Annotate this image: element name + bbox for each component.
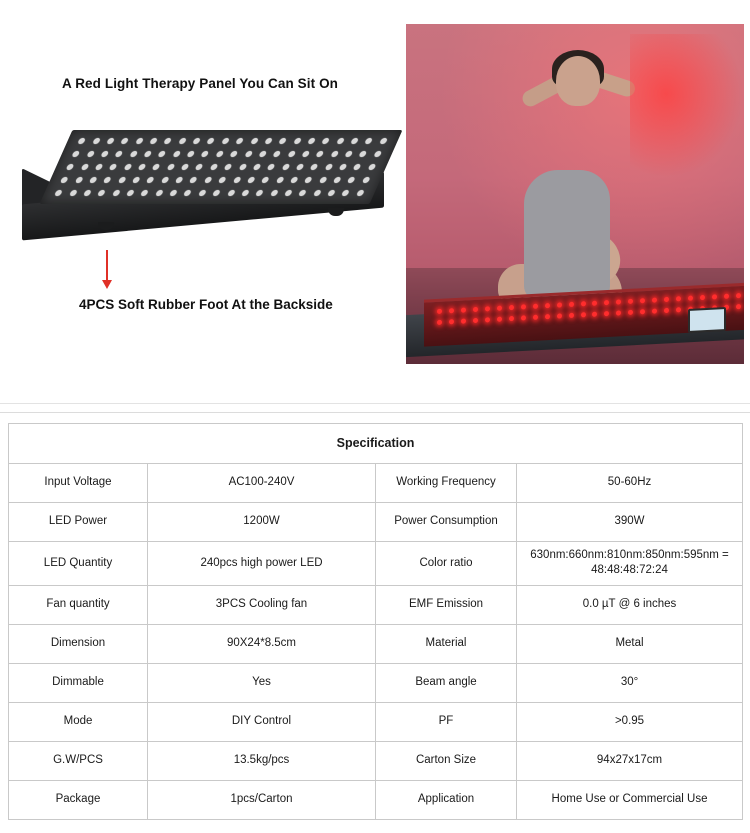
red-led-dot	[545, 303, 550, 308]
led-dot	[253, 164, 262, 170]
table-header-row	[9, 424, 743, 464]
led-dot	[224, 164, 233, 170]
table-row	[9, 702, 743, 741]
led-dot	[204, 177, 213, 183]
led-dot	[321, 138, 330, 144]
led-dot	[287, 151, 296, 157]
red-led-dot	[688, 295, 693, 300]
spec-value: 94x27x17cm	[517, 741, 743, 780]
spec-value: 3PCS Cooling fan	[148, 585, 376, 624]
led-dot	[198, 190, 207, 196]
person-torso	[524, 170, 610, 300]
led-dot	[86, 151, 95, 157]
spec-label: PF	[376, 702, 517, 741]
led-dot	[281, 164, 290, 170]
led-panel-illustration	[22, 130, 392, 250]
hero-caption: 4PCS Soft Rubber Foot At the Backside	[79, 297, 333, 312]
led-dot	[95, 164, 104, 170]
led-dot	[327, 190, 336, 196]
spec-label: Color ratio	[376, 541, 517, 585]
specification-section	[0, 412, 750, 832]
table-row	[9, 741, 743, 780]
led-dot	[264, 138, 273, 144]
led-dot	[106, 138, 115, 144]
led-dot	[109, 164, 118, 170]
led-dot	[342, 190, 351, 196]
red-led-dot	[557, 302, 562, 307]
red-led-dot	[509, 305, 514, 310]
led-dot	[362, 177, 371, 183]
led-dot	[379, 138, 388, 144]
spec-label: Fan quantity	[9, 585, 148, 624]
led-dot	[141, 190, 150, 196]
spec-title: Specification	[9, 424, 743, 464]
red-led-dot	[485, 317, 490, 322]
hero-photo	[406, 24, 744, 364]
red-led-dot	[676, 307, 681, 312]
red-led-dot	[497, 317, 502, 322]
spec-value: AC100-240V	[148, 463, 376, 502]
rubber-foot	[328, 208, 344, 216]
photo-person	[494, 50, 654, 300]
led-dot	[359, 151, 368, 157]
led-dot	[339, 164, 348, 170]
panel-led-face	[40, 130, 403, 204]
spec-value: 390W	[517, 502, 743, 541]
spec-value: 50-60Hz	[517, 463, 743, 502]
led-dot	[293, 138, 302, 144]
led-dot	[149, 138, 158, 144]
red-led-dot	[569, 302, 574, 307]
led-dot	[112, 190, 121, 196]
led-dot	[227, 190, 236, 196]
led-dot	[244, 151, 253, 157]
spec-value: 1pcs/Carton	[148, 780, 376, 819]
led-dot	[184, 190, 193, 196]
led-dot	[186, 151, 195, 157]
table-row	[9, 463, 743, 502]
red-led-dot	[437, 308, 442, 313]
spec-label: Dimmable	[9, 663, 148, 702]
spec-value: 90X24*8.5cm	[148, 624, 376, 663]
led-dot	[299, 190, 308, 196]
led-dot	[367, 164, 376, 170]
red-led-dot	[521, 316, 526, 321]
spec-label: EMF Emission	[376, 585, 517, 624]
spec-label: G.W/PCS	[9, 741, 148, 780]
led-dot	[201, 151, 210, 157]
led-dot	[365, 138, 374, 144]
led-dot	[120, 138, 129, 144]
hero-title: A Red Light Therapy Panel You Can Sit On	[62, 76, 339, 91]
led-dot	[218, 177, 227, 183]
led-dot	[135, 138, 144, 144]
red-led-dot	[712, 294, 717, 299]
spec-value: 1200W	[148, 502, 376, 541]
led-dot	[129, 151, 138, 157]
led-dot	[273, 151, 282, 157]
red-led-dot	[664, 297, 669, 302]
led-dot	[276, 177, 285, 183]
led-dot	[233, 177, 242, 183]
led-dot	[373, 151, 382, 157]
spec-label: Dimension	[9, 624, 148, 663]
led-dot	[353, 164, 362, 170]
spec-value: 630nm:660nm:810nm:850nm:595nm = 48:48:48:72:24	[517, 541, 743, 585]
led-dot	[138, 164, 147, 170]
led-dot	[72, 151, 81, 157]
led-dot	[89, 177, 98, 183]
red-led-dot	[592, 312, 597, 317]
spec-value: 240pcs high power LED	[148, 541, 376, 585]
red-led-dot	[628, 310, 633, 315]
red-led-dot	[664, 308, 669, 313]
table-row	[9, 502, 743, 541]
callout-arrow-icon	[106, 250, 108, 282]
led-dot	[175, 177, 184, 183]
red-led-dot	[640, 298, 645, 303]
led-dot	[230, 151, 239, 157]
person-head	[556, 56, 600, 106]
led-dot	[181, 164, 190, 170]
red-led-dot	[461, 319, 466, 324]
red-led-dot	[700, 295, 705, 300]
spec-label: LED Quantity	[9, 541, 148, 585]
red-led-dot	[497, 305, 502, 310]
led-dot	[267, 164, 276, 170]
spec-value: 0.0 µT @ 6 inches	[517, 585, 743, 624]
led-dot	[123, 164, 132, 170]
led-dot	[310, 164, 319, 170]
led-dot	[152, 164, 161, 170]
led-dot	[158, 151, 167, 157]
led-dot	[235, 138, 244, 144]
spec-label: Beam angle	[376, 663, 517, 702]
table-row	[9, 663, 743, 702]
led-dot	[166, 164, 175, 170]
led-dot	[207, 138, 216, 144]
led-dot	[126, 190, 135, 196]
red-led-dot	[581, 312, 586, 317]
led-dot	[307, 138, 316, 144]
red-led-dot	[652, 309, 657, 314]
led-dot	[172, 151, 181, 157]
spec-value: 30°	[517, 663, 743, 702]
red-led-dot	[616, 311, 621, 316]
led-dot	[69, 190, 78, 196]
led-dot	[301, 151, 310, 157]
spec-label: Working Frequency	[376, 463, 517, 502]
spec-value: 13.5kg/pcs	[148, 741, 376, 780]
red-led-dot	[736, 304, 741, 309]
led-dot	[100, 151, 109, 157]
led-dot	[316, 151, 325, 157]
red-led-dot	[461, 307, 466, 312]
led-dot	[356, 190, 365, 196]
red-led-dot	[533, 303, 538, 308]
red-led-dot	[509, 316, 514, 321]
red-led-dot	[592, 300, 597, 305]
table-row	[9, 541, 743, 585]
led-dot	[54, 190, 63, 196]
led-dot	[92, 138, 101, 144]
led-dot	[169, 190, 178, 196]
led-dot	[256, 190, 265, 196]
red-led-dot	[473, 307, 478, 312]
red-led-dot	[604, 311, 609, 316]
red-led-dot	[485, 306, 490, 311]
spec-value: Metal	[517, 624, 743, 663]
red-led-dot	[652, 297, 657, 302]
red-led-dot	[616, 299, 621, 304]
red-led-dot	[640, 309, 645, 314]
specification-body	[9, 463, 743, 819]
table-row	[9, 585, 743, 624]
red-led-dot	[724, 293, 729, 298]
led-dot	[250, 138, 259, 144]
led-dot	[336, 138, 345, 144]
led-dot	[319, 177, 328, 183]
led-dot	[330, 151, 339, 157]
spec-value: DIY Control	[148, 702, 376, 741]
red-led-dot	[521, 304, 526, 309]
led-dot	[146, 177, 155, 183]
led-dot	[247, 177, 256, 183]
led-dot	[278, 138, 287, 144]
spec-value: >0.95	[517, 702, 743, 741]
led-dot	[296, 164, 305, 170]
led-dot	[161, 177, 170, 183]
led-dot	[258, 151, 267, 157]
spec-label: Power Consumption	[376, 502, 517, 541]
spec-value: Home Use or Commercial Use	[517, 780, 743, 819]
led-dot	[212, 190, 221, 196]
red-led-dot	[581, 301, 586, 306]
panel-display-screen	[688, 307, 726, 333]
spec-label: Application	[376, 780, 517, 819]
led-dot	[261, 177, 270, 183]
led-dot	[178, 138, 187, 144]
led-dot	[155, 190, 164, 196]
led-dot	[304, 177, 313, 183]
led-dot	[290, 177, 299, 183]
red-led-dot	[437, 320, 442, 325]
led-dot	[209, 164, 218, 170]
led-dot	[132, 177, 141, 183]
spec-value: Yes	[148, 663, 376, 702]
led-dot	[98, 190, 107, 196]
red-led-dot	[736, 293, 741, 298]
specification-table	[8, 423, 743, 820]
red-led-dot	[569, 313, 574, 318]
red-led-dot	[557, 314, 562, 319]
table-row	[9, 780, 743, 819]
led-dot	[103, 177, 112, 183]
led-dot	[270, 190, 279, 196]
led-dot	[60, 177, 69, 183]
led-dot	[350, 138, 359, 144]
led-dot	[324, 164, 333, 170]
red-led-dot	[628, 298, 633, 303]
led-dot	[75, 177, 84, 183]
led-dot	[163, 138, 172, 144]
red-led-dot	[545, 314, 550, 319]
spec-label: LED Power	[9, 502, 148, 541]
led-dot	[192, 138, 201, 144]
led-dot	[215, 151, 224, 157]
red-led-dot	[604, 300, 609, 305]
red-led-dot	[533, 315, 538, 320]
hero-illustration	[0, 0, 406, 404]
spec-label: Mode	[9, 702, 148, 741]
led-dot	[77, 138, 86, 144]
red-led-dot	[676, 296, 681, 301]
led-dot	[333, 177, 342, 183]
led-dot	[313, 190, 322, 196]
led-dot	[195, 164, 204, 170]
led-dot	[115, 151, 124, 157]
led-dot	[238, 164, 247, 170]
led-dot	[189, 177, 198, 183]
red-led-dot	[473, 318, 478, 323]
table-row	[9, 624, 743, 663]
led-dot	[284, 190, 293, 196]
led-dot	[347, 177, 356, 183]
led-dot	[344, 151, 353, 157]
red-led-dot	[449, 319, 454, 324]
led-dot	[83, 190, 92, 196]
led-dot	[143, 151, 152, 157]
led-dot	[241, 190, 250, 196]
led-dot	[80, 164, 89, 170]
red-led-dot	[449, 308, 454, 313]
spec-label: Material	[376, 624, 517, 663]
led-dot	[118, 177, 127, 183]
spec-label: Input Voltage	[9, 463, 148, 502]
led-dot	[221, 138, 230, 144]
led-grid	[50, 136, 392, 198]
led-dot	[66, 164, 75, 170]
spec-label: Package	[9, 780, 148, 819]
hero-section	[0, 0, 750, 404]
spec-label: Carton Size	[376, 741, 517, 780]
